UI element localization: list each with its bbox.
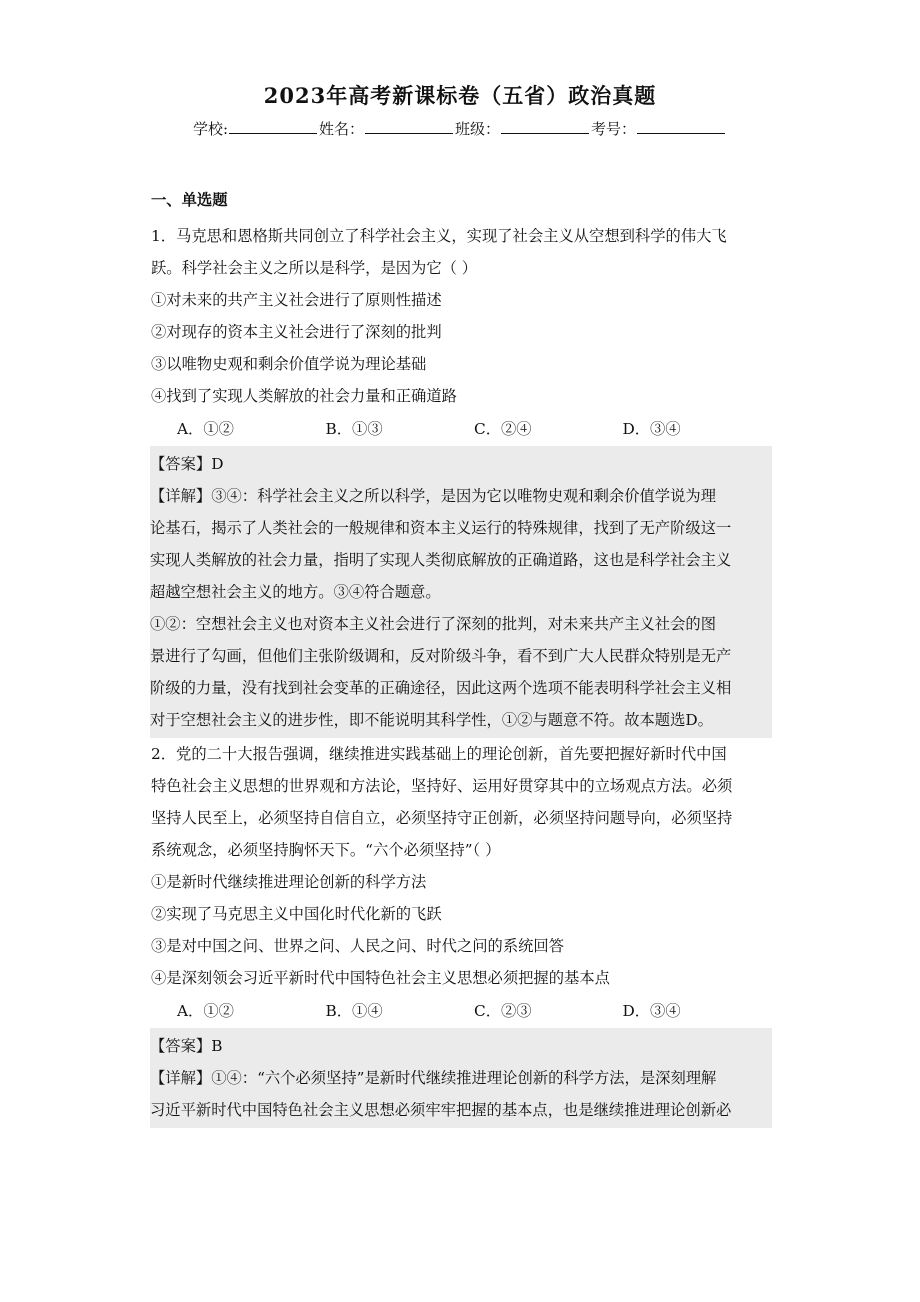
- q1-option-c: C．②④: [474, 420, 532, 438]
- school-blank: [229, 119, 317, 134]
- q2-option-b: B．①④: [325, 1002, 383, 1020]
- name-blank: [365, 119, 453, 134]
- q2-item: ①是新时代继续推进理论创新的科学方法: [151, 873, 427, 891]
- question-2: [151, 738, 771, 1128]
- q1-item: ②对现存的资本主义社会进行了深刻的批判: [151, 323, 442, 341]
- q2-item: ③是对中国之问、世界之问、人民之问、时代之问的系统回答: [151, 937, 565, 955]
- question-1: [151, 220, 771, 738]
- exam-content: [151, 186, 771, 1128]
- q1-detail-line: 阶级的力量，没有找到社会变革的正确途径，因此这两个选项不能表明科学社会主义相: [150, 679, 732, 697]
- q2-stem-line: 特色社会主义思想的世界观和方法论，坚持好、运用好贯穿其中的立场观点方法。必须: [151, 777, 733, 795]
- q1-detail-line: 对于空想社会主义的进步性，即不能说明其科学性，①②与题意不符。故本题选D。: [150, 711, 713, 729]
- q2-detail-line: 习近平新时代中国特色社会主义思想必须牢牢把握的基本点，也是继续推进理论创新必: [150, 1101, 732, 1119]
- q2-stem-line: 2．党的二十大报告强调，继续推进实践基础上的理论创新，首先要把握好新时代中国: [151, 745, 727, 763]
- q1-item: ④找到了实现人类解放的社会力量和正确道路: [151, 387, 457, 405]
- q1-detail-line: 实现人类解放的社会力量，指明了实现人类彻底解放的正确道路，这也是科学社会主义: [150, 551, 732, 569]
- class-blank: [501, 119, 589, 134]
- q2-item: ②实现了马克思主义中国化时代化新的飞跃: [151, 905, 442, 923]
- q1-option-a: A．①②: [177, 420, 234, 438]
- q1-option-d: D．③④: [622, 420, 681, 438]
- exam-no-blank: [637, 119, 725, 134]
- q1-answer: 【答案】D: [150, 455, 224, 473]
- q1-detail-line: ①②：空想社会主义也对资本主义社会进行了深刻的批判，对未来共产主义社会的图: [150, 615, 716, 633]
- q1-detail-line: 景进行了勾画，但他们主张阶级调和，反对阶级斗争，看不到广大人民群众特别是无产: [150, 647, 732, 665]
- q1-answer-block: [150, 446, 772, 738]
- q1-detail-line: 【详解】③④：科学社会主义之所以科学，是因为它以唯物史观和剩余价值学说为理: [150, 487, 716, 505]
- name-label: 姓名：: [319, 120, 365, 138]
- q2-item: ④是深刻领会习近平新时代中国特色社会主义思想必须把握的基本点: [151, 969, 610, 987]
- q1-item: ③以唯物史观和剩余价值学说为理论基础: [151, 355, 427, 373]
- q2-option-d: D．③④: [622, 1002, 681, 1020]
- student-info-line: [0, 118, 920, 139]
- q1-option-b: B．①③: [325, 420, 383, 438]
- section-heading: 一、单选题: [151, 191, 228, 209]
- q2-options: [151, 994, 771, 1028]
- q2-option-c: C．②③: [474, 1002, 532, 1020]
- class-label: 班级：: [455, 120, 501, 138]
- q2-option-a: A．①②: [177, 1002, 234, 1020]
- q1-item: ①对未来的共产主义社会进行了原则性描述: [151, 291, 442, 309]
- q1-stem-line: 1．马克思和恩格斯共同创立了科学社会主义，实现了社会主义从空想到科学的伟大飞: [151, 227, 727, 245]
- page-title: 2023年高考新课标卷（五省）政治真题: [263, 83, 657, 108]
- q2-stem-line: 系统观念，必须坚持胸怀天下。“六个必须坚持”（ ）: [151, 841, 501, 859]
- school-label: 学校:: [192, 120, 228, 138]
- q2-stem-line: 坚持人民至上，必须坚持自信自立，必须坚持守正创新，必须坚持问题导向，必须坚持: [151, 809, 733, 827]
- q1-stem-line: 跃。科学社会主义之所以是科学，是因为它（ ）: [151, 259, 478, 277]
- q2-answer-block: [150, 1028, 772, 1128]
- q2-detail-line: 【详解】①④：“六个必须坚持”是新时代继续推进理论创新的科学方法，是深刻理解: [150, 1069, 717, 1087]
- exam-no-label: 考号：: [591, 120, 637, 138]
- q2-answer: 【答案】B: [150, 1037, 223, 1055]
- q1-detail-line: 论基石，揭示了人类社会的一般规律和资本主义运行的特殊规律，找到了无产阶级这一: [150, 519, 732, 537]
- q1-detail-line: 超越空想社会主义的地方。③④符合题意。: [150, 583, 441, 601]
- q1-options: [151, 412, 771, 446]
